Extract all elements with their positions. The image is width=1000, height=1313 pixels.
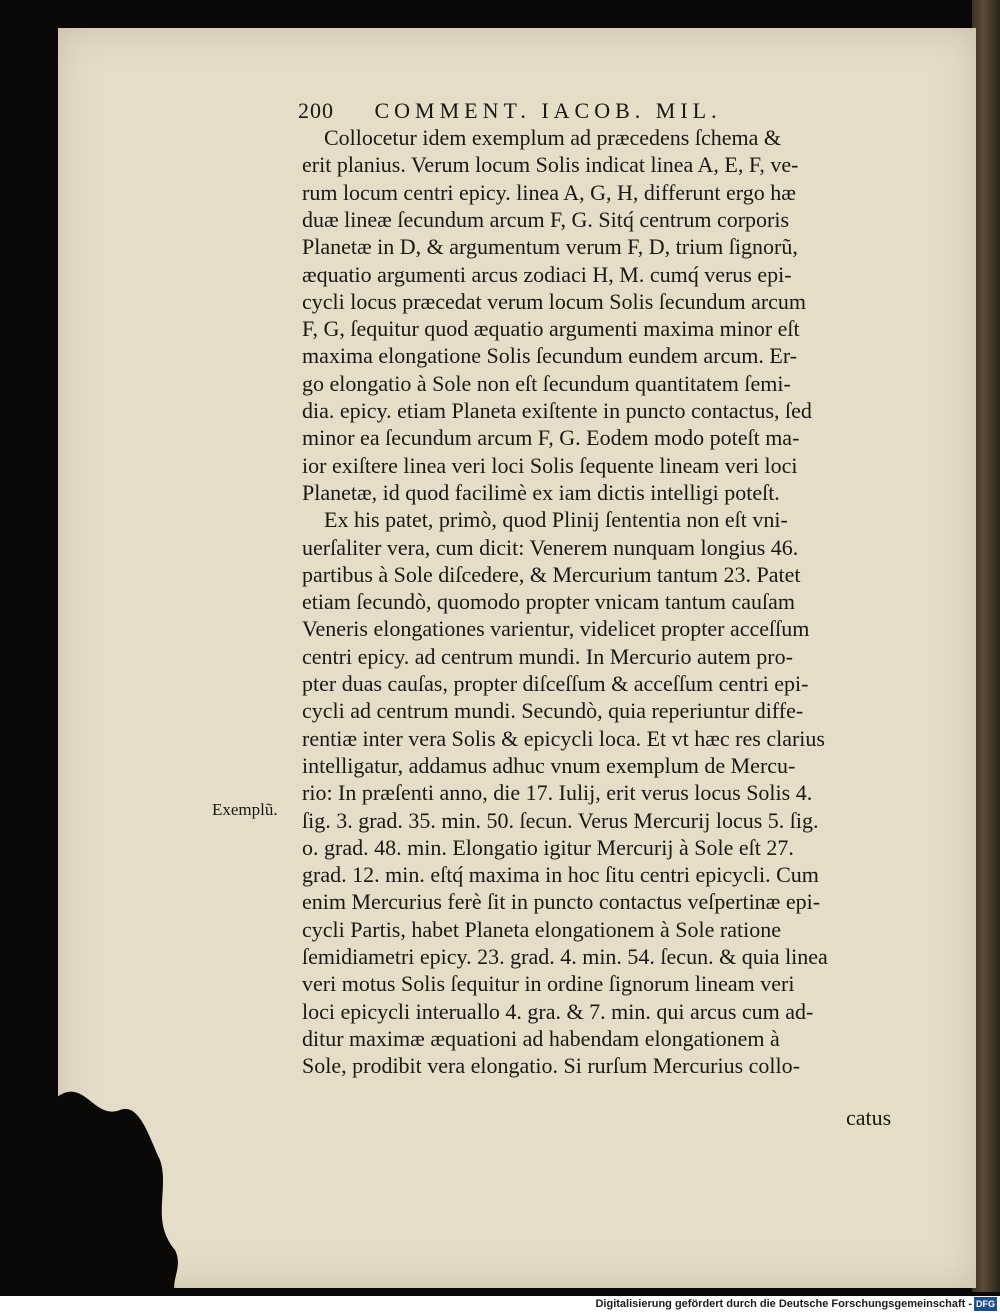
text-line: ior exiſtere linea veri loci Solis ſequente lineam veri loci xyxy=(302,452,798,478)
torn-page-corner xyxy=(0,1050,200,1300)
text-line: minor ea ſecundum arcum F, G. Eodem modo poteſt ma- xyxy=(302,425,800,451)
text-line: go elongatio à Sole non eſt ſecundum quantitatem ſemi- xyxy=(302,370,791,396)
text-line: veri motus Solis ſequitur in ordine ſignorum lineam veri xyxy=(302,971,795,997)
text-line: etiam ſecundò, quomodo propter vnicam tantum cauſam xyxy=(302,589,796,615)
text-line: cycli ad centrum mundi. Secundò, quia reperiuntur diffe- xyxy=(302,698,804,724)
catchword: catus xyxy=(846,1105,892,1130)
running-title: COMMENT. IACOB. MIL. xyxy=(374,98,722,123)
text-line: ſig. 3. grad. 35. min. 50. ſecun. Verus Mercurij locus 5. ſig. xyxy=(302,807,819,833)
text-line: rio: In præſenti anno, die 17. Iulij, erit verus locus Solis 4. xyxy=(302,780,813,806)
text-line: maxima elongatione Solis ſecundum eundem arcum. Er- xyxy=(302,343,798,369)
text-line: rum locum centri epicy. linea A, G, H, differunt ergo hæ xyxy=(302,179,796,205)
footer-credit: Digitalisierung gefördert durch die Deutsche Forschungsgemeinschaft - xyxy=(595,1298,972,1310)
text-line: dia. epicy. etiam Planeta exiſtente in puncto contactus, ſed xyxy=(302,398,812,423)
text-line: enim Mercurius ferè ſit in puncto contactus veſpertinæ epi- xyxy=(302,889,821,915)
text-line: grad. 12. min. eſtq́ maxima in hoc ſitu centri epicycli. Cum xyxy=(302,862,819,888)
text-line: rentiæ inter vera Solis & epicycli loca. Et vt hæc res clarius xyxy=(302,725,825,751)
text-line: cycli locus præcedat verum locum Solis ſecundum arcum xyxy=(302,288,807,314)
margin-note: Exemplũ. xyxy=(212,800,278,819)
text-line: Veneris elongationes varientur, videlicet propter acceſſum xyxy=(302,616,810,642)
text-line: ditur maximæ æquationi ad habendam elongationem à xyxy=(302,1025,780,1051)
text-line: ſemidiametri epicy. 23. grad. 4. min. 54. ſecun. & quia linea xyxy=(302,944,828,969)
dfg-logo: DFG xyxy=(976,1299,995,1309)
text-line: loci epicycli interuallo 4. gra. & 7. min. qui arcus cum ad- xyxy=(302,998,814,1024)
text-line: centri epicy. ad centrum mundi. In Mercurio autem pro- xyxy=(302,643,793,669)
page-edge xyxy=(972,0,1000,1292)
text-line: pter duas cauſas, propter diſceſſum & acceſſum centri epi- xyxy=(302,671,809,696)
page-number: 200 xyxy=(298,98,334,123)
text-line: uerſaliter vera, cum dicit: Venerem nunquam longius 46. xyxy=(302,534,799,560)
text-line: F, G, ſequitur quod æquatio argumenti maxima minor eſt xyxy=(302,316,800,342)
text-line: erit planius. Verum locum Solis indicat linea A, E, F, ve- xyxy=(302,152,799,178)
text-line: Sole, prodibit vera elongatio. Si rurſum Mercurius collo- xyxy=(302,1053,800,1079)
text-line: duæ lineæ ſecundum arcum F, G. Sitq́ centrum corporis xyxy=(302,206,790,232)
text-line: cycli Partis, habet Planeta elongationem à Sole ratione xyxy=(302,916,781,942)
text-line: partibus à Sole diſcedere, & Mercurium tantum 23. Patet xyxy=(302,561,801,587)
text-line: Planetæ in D, & argumentum verum F, D, trium ſignorũ, xyxy=(302,234,798,260)
text-line: o. grad. 48. min. Elongatio igitur Mercurij à Sole eſt 27. xyxy=(302,834,794,860)
footer-bar xyxy=(0,1296,1000,1313)
text-line: Planetæ, id quod facilimè ex iam dictis intelligi poteſt. xyxy=(302,479,780,505)
text-line: Collocetur idem exemplum ad præcedens ſchema & xyxy=(302,125,781,150)
text-line: Ex his patet, primò, quod Plinij ſententia non eſt vni- xyxy=(302,507,788,533)
text-line: æquatio argumenti arcus zodiaci H, M. cumq́ verus epi- xyxy=(302,261,792,287)
text-line: intelligatur, addamus adhuc vnum exemplum de Mercu- xyxy=(302,752,796,778)
